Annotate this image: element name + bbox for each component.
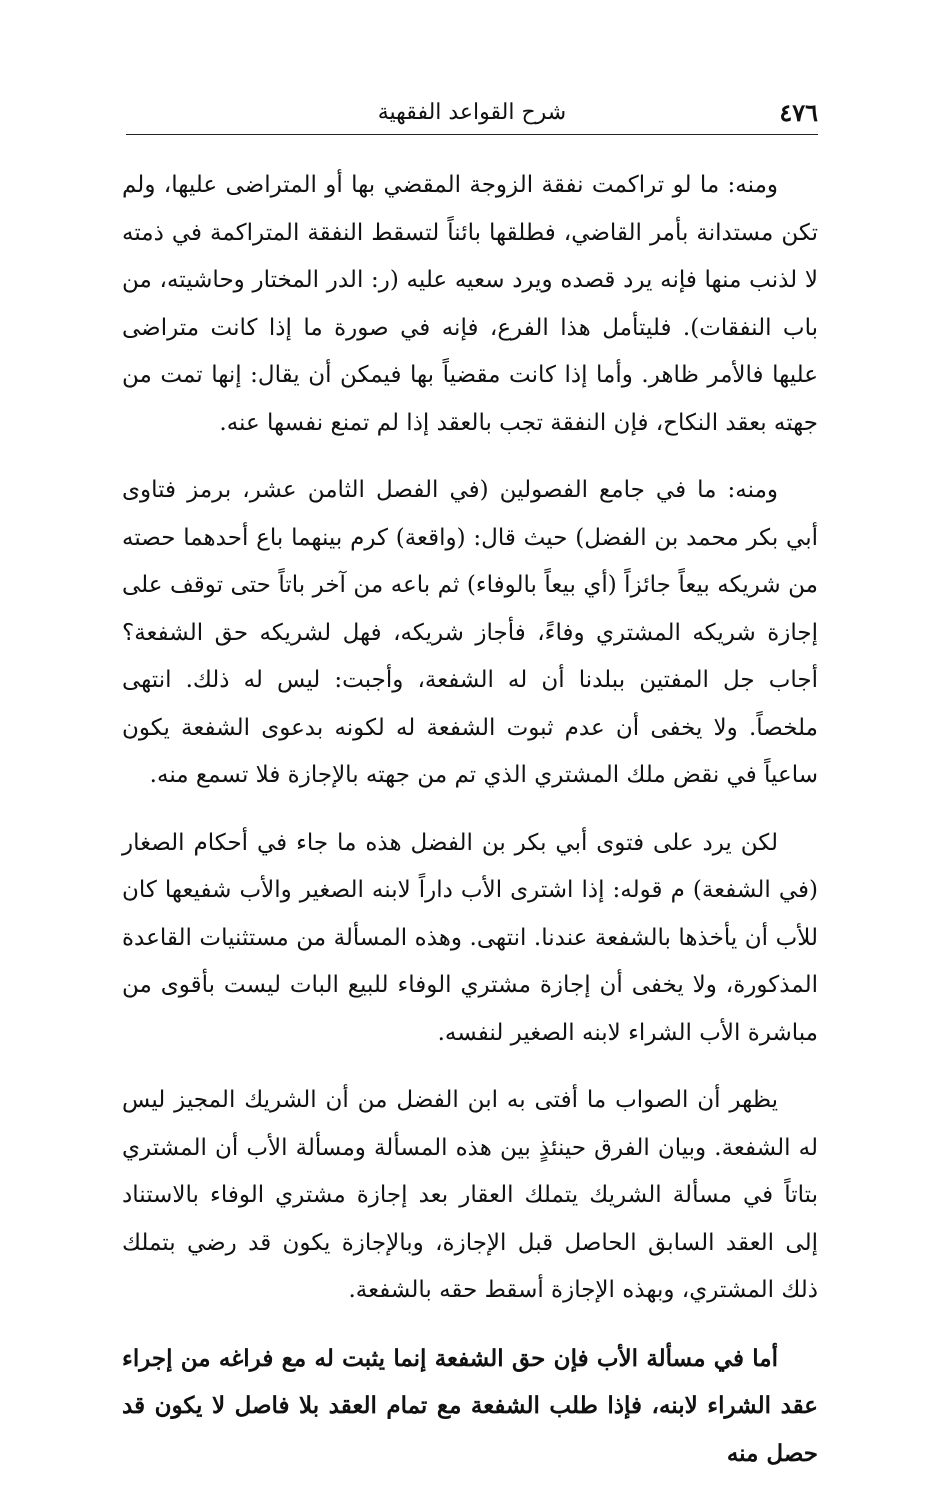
page-number: ٤٧٦ xyxy=(779,98,818,127)
paragraph: يظهر أن الصواب ما أفتى به ابن الفضل من أن الشريك المجيز ليس له الشفعة. وبيان الفرق حينئذٍ بين هذه المسألة ومسألة الأب أن المشتري بتاتاً في مسألة الشريك يتملك العقار بعد إجازة مشتري الوفاء بالاستناد إلى العقد السابق الحاصل قبل الإجازة، وبالإجازة يكون قد رضي بتملك ذلك المشتري، وبهذه الإجازة أسقط حقه بالشفعة. xyxy=(122,1087,818,1303)
body-text xyxy=(122,162,818,1497)
paragraph: لكن يرد على فتوى أبي بكر بن الفضل هذه ما جاء في أحكام الصغار (في الشفعة) م قوله: إذا اشترى الأب داراً لابنه الصغير والأب شفيعها كان للأب أن يأخذها بالشفعة عندنا. انتهى. وهذه المسألة من مستثنيات القاعدة المذكورة، ولا يخفى أن إجازة مشتري الوفاء للبيع البات ليست بأقوى من مباشرة الأب الشراء لابنه الصغير لنفسه. xyxy=(122,829,818,1046)
header-divider xyxy=(126,134,818,135)
paragraph: ومنه: ما لو تراكمت نفقة الزوجة المقضي بها أو المتراضى عليها، ولم تكن مستدانة بأمر القاضي، فطلقها بائناً لتسقط النفقة المتراكمة في ذمته لا لذنب منها فإنه يرد قصده ويرد سعيه عليه (ر: الدر المختار وحاشيته، من باب النفقات). فليتأمل هذا الفرع، فإنه في صورة ما إذا كانت متراضى عليها فالأمر ظاهر. وأما إذا كانت مقضياً بها فيمكن أن يقال: إنها تمت من جهته بعقد النكاح، فإن النفقة تجب بالعقد إذا لم تمنع نفسها عنه. xyxy=(122,172,819,436)
page-header xyxy=(126,92,818,132)
paragraph: ومنه: ما في جامع الفصولين (في الفصل الثامن عشر، برمز فتاوى أبي بكر محمد بن الفضل) حيث قال: (واقعة) كرم بينهما باع أحدهما حصته من شريكه بيعاً جائزاً (أي بيعاً بالوفاء) ثم باعه من آخر باتاً حتى توقف على إجازة شريكه المشتري وفاءً، فأجاز شريكه، فهل لشريكه حق الشفعة؟ أجاب جل المفتين ببلدنا أن له الشفعة، وأجبت: ليس له ذلك. انتهى ملخصاً. ولا يخفى أن عدم ثبوت الشفعة له لكونه بدعوى الشفعة يكون ساعياً في نقض ملك المشتري الذي تم من جهته بالإجازة فلا تسمع منه. xyxy=(122,477,818,788)
running-title: شرح القواعد الفقهية xyxy=(377,100,567,125)
paragraph: أما في مسألة الأب فإن حق الشفعة إنما يثبت له مع فراغه من إجراء عقد الشراء لابنه، فإذا طلب الشفعة مع تمام العقد بلا فاصل لا يكون قد حصل منه xyxy=(122,1344,818,1467)
